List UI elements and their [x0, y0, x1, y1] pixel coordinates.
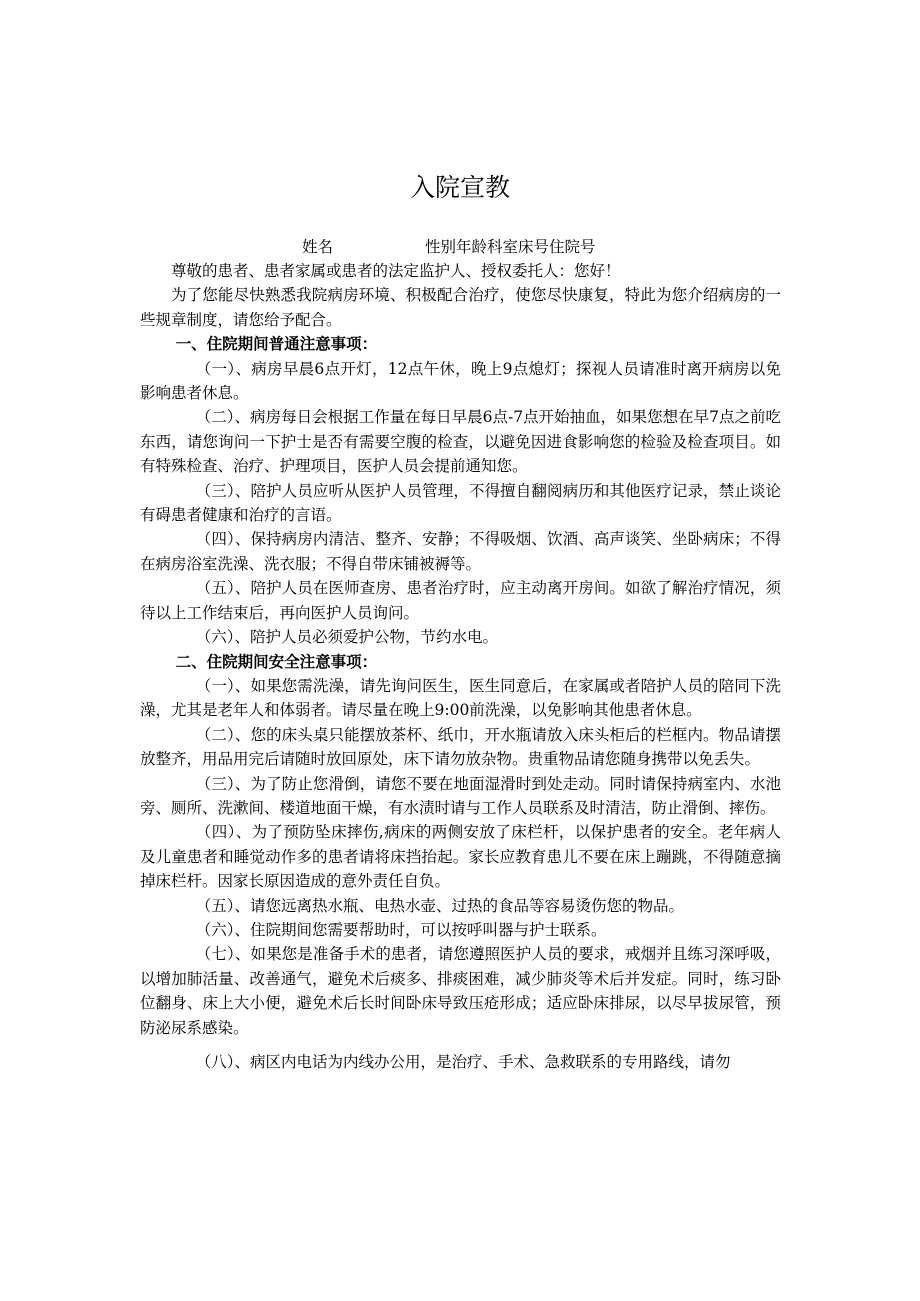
section2-item-1: （一）、如果您需洗澡，请先询问医生，医生同意后，在家属或者陪护人员的陪同下洗澡，尤其是老年人和体弱者。请尽量在晚上9:00前洗澡，以免影响其他患者休息。 — [140, 676, 781, 720]
section2-item-4: （四）、为了预防坠床摔伤,病床的两侧安放了床栏杆，以保护患者的安全。老年病人及儿童患者和睡觉动作多的患者请将床挡抬起。家长应教育患儿不要在床上蹦跳，不得随意摘掉床栏杆。因家长原因造成的意外责任自负。 — [140, 823, 781, 891]
section1-item-1: （一）、病房早晨6点开灯，12点午休，晚上9点熄灯；探视人员请准时离开病房以免影响患者休息。 — [140, 359, 781, 403]
section1-item-4: （四）、保持病房内清洁、整齐、安静；不得吸烟、饮酒、高声谈笑、坐卧病床；不得在病房浴室洗澡、洗衣服；不得自带床铺被褥等。 — [140, 530, 781, 573]
section1-item-5: （五）、陪护人员在医师查房、患者治疗时，应主动离开房间。如欲了解治疗情况，须待以上工作结束后，再向医护人员询问。 — [140, 579, 781, 622]
section1-item-3: （三）、陪护人员应听从医护人员管理，不得擅自翻阅病历和其他医疗记录，禁止谈论有碍患者健康和治疗的言语。 — [140, 481, 781, 525]
section2-heading: 二、住院期间安全注意事项： — [175, 651, 378, 671]
other-fields-label: 性别年龄科室床号住院号 — [425, 238, 596, 256]
document-body — [140, 259, 781, 1074]
section2-item-7: （七）、如果您是准备手术的患者，请您遵照医护人员的要求，戒烟并且练习深呼吸，以增加肺活量、改善通气，避免术后痰多、排痰困难，减少肺炎等术后并发症。同时，练习卧位翻身、床上大小便，避免术后长时间卧床导致压疮形成；适应卧床排尿，以尽早拔尿管，预防泌尿系感染。 — [140, 945, 781, 1037]
greeting-paragraph: 尊敬的患者、患者家属或患者的法定监护人、授权委托人：您好！ — [171, 262, 621, 280]
section2-item-8: （八）、病区内电话为内线办公用，是治疗、手术、急救联系的专用路线，请勿 — [195, 1053, 731, 1071]
name-field-label: 姓名 — [302, 238, 334, 256]
document-title: 入院宣教 — [409, 173, 510, 202]
patient-info-line — [302, 235, 596, 259]
section2-item-2: （二）、您的床头桌只能摆放茶杯、纸巾，开水瓶请放入床头柜后的栏框内。物品请摆放整齐，用品用完后请随时放回原处，床下请勿放杂物。贵重物品请您随身携带以免丢失。 — [140, 725, 781, 769]
intro-paragraph: 为了您能尽快熟悉我院病房环境、积极配合治疗，使您尽快康复，特此为您介绍病房的一些规章制度，请您给予配合。 — [140, 286, 781, 329]
section1-item-6: （六）、陪护人员必须爱护公物，节约水电。 — [195, 628, 499, 647]
section1-heading: 一、住院期间普通注意事项： — [175, 334, 378, 354]
section2-item-5: （五）、请您远离热水瓶、电热水壶、过热的食品等容易烫伤您的物品。 — [195, 896, 685, 915]
section2-item-3: （三）、为了防止您滑倒，请您不要在地面湿滑时到处走动。同时请保持病室内、水池旁、厕所、洗漱间、楼道地面干燥，有水渍时请与工作人员联系及时清洁，防止滑倒、摔伤。 — [140, 774, 781, 817]
section1-item-2: （二）、病房每日会根据工作量在每日早晨6点-7点开始抽血，如果您想在早7点之前吃东西，请您询问一下护士是否有需要空腹的检查，以避免因进食影响您的检验及检查项目。如有特殊检查、治疗、护理项目，医护人员会提前通知您。 — [140, 408, 781, 476]
section2-item-6: （六）、住院期间您需要帮助时，可以按呼叫器与护士联系。 — [195, 920, 607, 939]
